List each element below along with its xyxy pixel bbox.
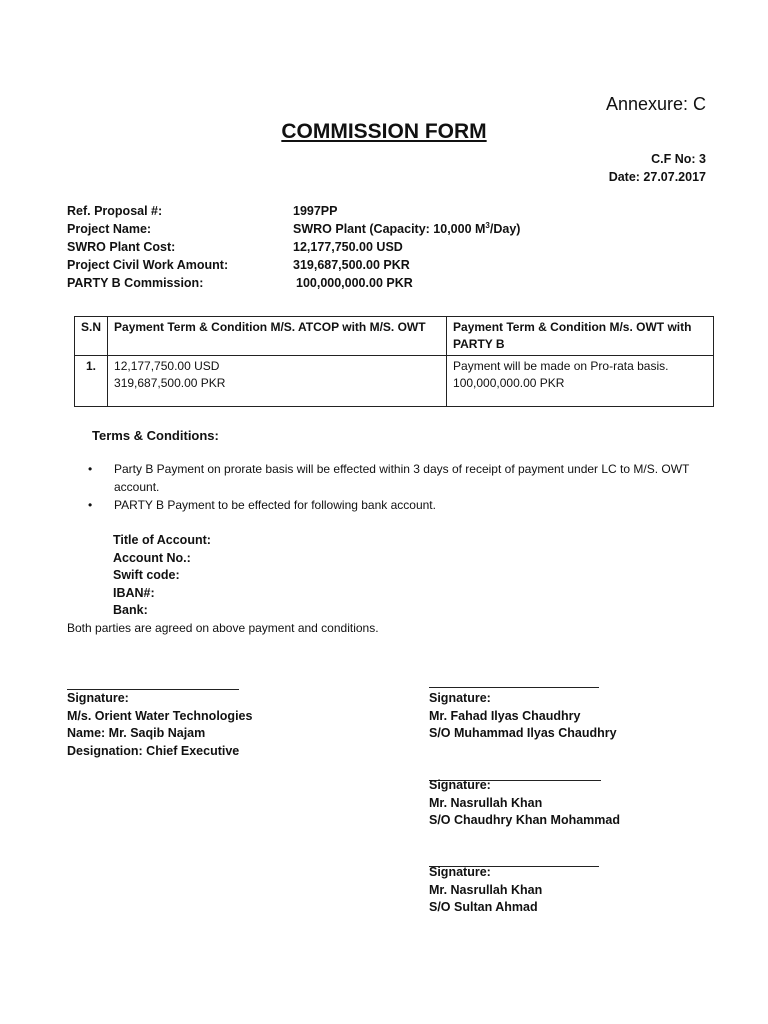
account-title-label: Title of Account:	[113, 533, 211, 547]
table-header-atcop: Payment Term & Condition M/S. ATCOP with M/S. OWT	[108, 317, 447, 356]
signatory-parent: S/O Sultan Ahmad	[429, 900, 538, 914]
reference-details	[67, 202, 596, 292]
ref-value-sup: 3	[485, 220, 490, 230]
table-row	[75, 356, 714, 407]
signature-label: Signature:	[429, 865, 491, 879]
agreement-text: Both parties are agreed on above payment and conditions.	[67, 621, 379, 635]
swift-code-label: Swift code:	[113, 568, 180, 582]
ref-value: 1997PP	[293, 204, 338, 218]
table-header-sn: S.N	[75, 317, 108, 356]
ref-row-commission	[67, 274, 596, 292]
cell-line: 100,000,000.00 PKR	[453, 376, 565, 390]
ref-row-plant-cost	[67, 238, 596, 256]
signature-block-right-1	[429, 690, 617, 743]
title-text: COMMISSION FORM	[281, 120, 487, 143]
signature-label: Signature:	[429, 691, 491, 705]
ref-value: 100,000,000.00 PKR	[296, 276, 413, 290]
signatory-name: Mr. Nasrullah Khan	[429, 795, 543, 810]
bullet-icon: •	[88, 498, 93, 512]
ref-value: 12,177,750.00 USD	[293, 240, 403, 254]
cell-line: 319,687,500.00 PKR	[114, 376, 226, 390]
page-title	[0, 120, 768, 144]
table-header-party-b: Payment Term & Condition M/s. OWT with PARTY B	[447, 317, 714, 356]
signature-block-left	[67, 690, 252, 760]
signatory-name: Name: Mr. Saqib Najam	[67, 726, 206, 740]
signatory-name: Mr. Nasrullah Khan	[429, 882, 543, 897]
ref-label: SWRO Plant Cost:	[67, 240, 176, 254]
bullet-text: Party B Payment on prorate basis will be effected within 3 days of receipt of payment under LC to M/S. OWT account.	[114, 462, 690, 494]
iban-label: IBAN#:	[113, 585, 155, 600]
bullet-icon: •	[88, 462, 93, 476]
signatory-name: Mr. Fahad Ilyas Chaudhry	[429, 708, 581, 723]
ref-value-pre: SWRO Plant (Capacity: 10,000 M	[293, 222, 486, 236]
terms-heading: Terms & Conditions:	[92, 428, 219, 443]
bullet-text: PARTY B Payment to be effected for following bank account.	[114, 498, 436, 512]
signatory-parent: S/O Muhammad Ilyas Chaudhry	[429, 726, 617, 740]
cf-number: C.F No: 3	[651, 152, 706, 166]
cell-line: 12,177,750.00 USD	[114, 359, 220, 373]
signature-line-right-1	[429, 687, 599, 688]
table-cell-party-b	[447, 356, 714, 407]
ref-value-post: /Day)	[489, 222, 521, 236]
signatory-parent: S/O Chaudhry Khan Mohammad	[429, 813, 620, 827]
ref-label: Ref. Proposal #:	[67, 204, 163, 218]
table-header-row	[75, 317, 714, 356]
form-meta	[540, 150, 706, 186]
list-item	[88, 460, 708, 496]
ref-label: Project Name:	[67, 222, 152, 236]
list-item	[88, 496, 708, 514]
signature-label: Signature:	[429, 778, 491, 792]
form-date: Date: 27.07.2017	[608, 170, 706, 184]
bank-label: Bank:	[113, 603, 148, 617]
terms-list	[88, 460, 708, 514]
cell-line: Payment will be made on Pro-rata basis.	[453, 359, 669, 373]
signature-block-right-2	[429, 777, 620, 830]
table-cell-sn: 1.	[75, 356, 108, 407]
signatory-company: M/s. Orient Water Technologies	[67, 708, 253, 723]
ref-label: PARTY B Commission:	[67, 276, 204, 290]
ref-row-civil-work	[67, 256, 596, 274]
ref-value: 319,687,500.00 PKR	[293, 258, 410, 272]
annexure-label: Annexure: C	[605, 94, 706, 114]
signature-label: Signature:	[67, 691, 129, 705]
ref-row-project-name	[67, 220, 596, 238]
payment-terms-table	[74, 316, 714, 407]
ref-value	[293, 220, 593, 238]
bank-account-fields	[113, 532, 211, 620]
signature-block-right-3	[429, 864, 542, 917]
table-cell-atcop	[108, 356, 447, 407]
account-number-label: Account No.:	[113, 550, 191, 565]
signatory-designation: Designation: Chief Executive	[67, 743, 240, 758]
ref-label: Project Civil Work Amount:	[67, 258, 229, 272]
ref-row-proposal	[67, 202, 596, 220]
